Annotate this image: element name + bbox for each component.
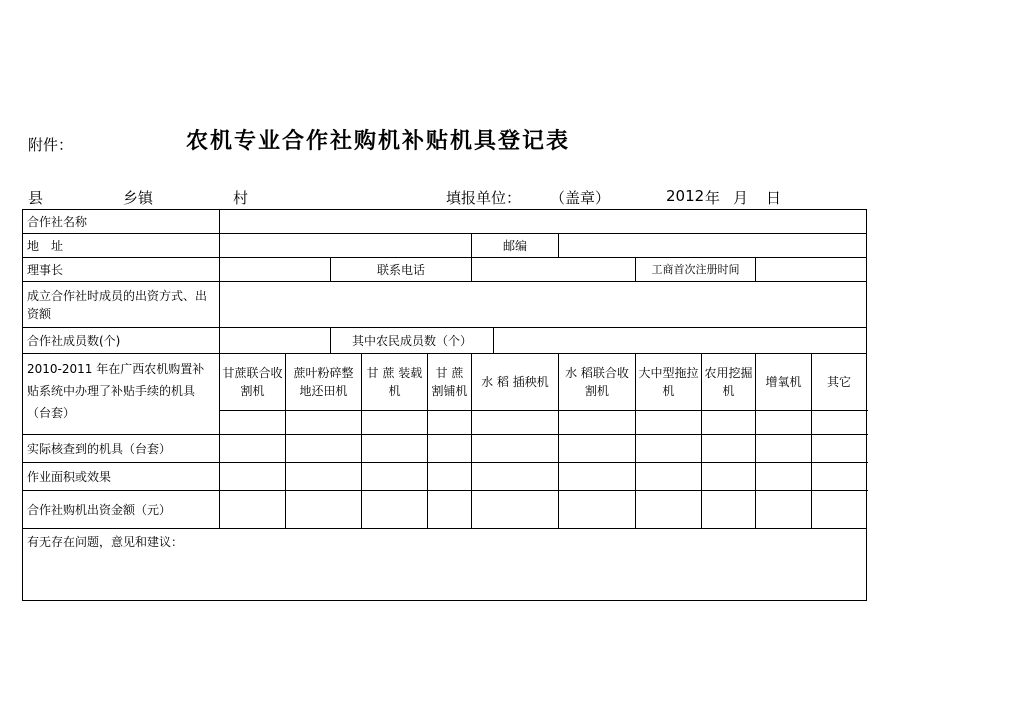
postcode-field[interactable]: [559, 234, 867, 258]
table-cell[interactable]: [362, 435, 428, 463]
month-label: 月: [733, 189, 749, 207]
problems-suggestions-field[interactable]: [23, 529, 867, 601]
table-cell[interactable]: [220, 491, 286, 529]
table-cell[interactable]: [702, 491, 756, 529]
table-cell[interactable]: [220, 411, 286, 435]
work-area-label: 作业面积或效果: [23, 463, 220, 491]
table-cell[interactable]: [428, 491, 472, 529]
row-work-area: [23, 463, 867, 491]
year-label: 年: [705, 189, 721, 207]
table-cell[interactable]: [286, 435, 362, 463]
postcode-label: 邮编: [472, 234, 559, 258]
form-title: 农机专业合作社购机补贴机具登记表: [186, 129, 571, 154]
table-cell[interactable]: [702, 411, 756, 435]
row-coop-name: [23, 210, 867, 234]
first-registration-label: 工商首次注册时间: [636, 258, 756, 282]
member-count-label: 合作社成员数(个): [23, 328, 220, 354]
row-address: [23, 234, 867, 258]
village-label: 村: [233, 189, 249, 207]
table-cell[interactable]: [559, 463, 636, 491]
chairman-label: 理事长: [23, 258, 220, 282]
farmer-member-count-field[interactable]: [494, 328, 867, 354]
table-cell[interactable]: [702, 463, 756, 491]
member-count-field[interactable]: [220, 328, 331, 354]
machine-type-header: 水 稻 插秧机: [472, 354, 559, 411]
verified-machines-label: 实际核查到的机具（台套）: [23, 435, 220, 463]
chairman-field[interactable]: [220, 258, 331, 282]
table-cell[interactable]: [428, 411, 472, 435]
machine-type-header: 农用挖掘机: [702, 354, 756, 411]
table-cell[interactable]: [472, 491, 559, 529]
problems-suggestions-label: 有无存在问题，意见和建议：: [27, 535, 184, 549]
contact-phone-field[interactable]: [472, 258, 636, 282]
capital-contribution-field[interactable]: [220, 282, 867, 328]
machine-type-header: 蔗叶粉碎整地还田机: [286, 354, 362, 411]
table-cell[interactable]: [362, 463, 428, 491]
machine-type-header: 甘 蔗 割铺机: [428, 354, 472, 411]
table-cell[interactable]: [812, 435, 867, 463]
table-cell[interactable]: [472, 435, 559, 463]
coop-name-field[interactable]: [220, 210, 867, 234]
table-cell[interactable]: [756, 463, 812, 491]
table-cell[interactable]: [362, 491, 428, 529]
registration-table: [22, 209, 867, 601]
table-cell[interactable]: [636, 435, 702, 463]
table-cell[interactable]: [636, 491, 702, 529]
table-cell[interactable]: [702, 435, 756, 463]
table-cell[interactable]: [756, 411, 812, 435]
table-cell[interactable]: [428, 463, 472, 491]
row-capital: [23, 282, 867, 328]
table-cell[interactable]: [812, 491, 867, 529]
table-cell[interactable]: [472, 411, 559, 435]
attachment-label: 附件：: [28, 136, 74, 154]
address-label: 地 址: [23, 234, 220, 258]
capital-contribution-label: 成立合作社时成员的出资方式、出资额: [23, 282, 220, 328]
row-verified: [23, 435, 867, 463]
table-cell[interactable]: [286, 463, 362, 491]
contact-phone-label: 联系电话: [331, 258, 472, 282]
row-members: [23, 328, 867, 354]
table-cell[interactable]: [362, 411, 428, 435]
table-cell[interactable]: [756, 435, 812, 463]
year-value: 2012: [666, 187, 705, 205]
machine-type-header: 甘蔗联合收割机: [220, 354, 286, 411]
day-label: 日: [766, 189, 782, 207]
machine-type-header: 增氧机: [756, 354, 812, 411]
subsidy-machines-label: 2010-2011 年在广西农机购置补贴系统中办理了补贴手续的机具（台套）: [23, 354, 220, 435]
row-problems: [23, 529, 867, 601]
table-cell[interactable]: [559, 491, 636, 529]
county-label: 县: [28, 189, 44, 207]
table-cell[interactable]: [428, 435, 472, 463]
reporting-unit-label: 填报单位：: [446, 189, 522, 207]
table-cell[interactable]: [812, 463, 867, 491]
table-cell[interactable]: [220, 435, 286, 463]
table-cell[interactable]: [636, 463, 702, 491]
machine-type-header: 其它: [812, 354, 867, 411]
table-cell[interactable]: [756, 491, 812, 529]
table-cell[interactable]: [472, 463, 559, 491]
row-chairman: [23, 258, 867, 282]
table-cell[interactable]: [286, 491, 362, 529]
purchase-investment-label: 合作社购机出资金额（元）: [23, 491, 220, 529]
township-label: 乡镇: [123, 189, 154, 207]
seal-label: （盖章）: [550, 189, 611, 207]
machine-type-header: 大中型拖拉机: [636, 354, 702, 411]
machine-type-header: 水 稻联合收割机: [559, 354, 636, 411]
row-machine-header: [23, 354, 867, 411]
table-cell[interactable]: [636, 411, 702, 435]
first-registration-field[interactable]: [756, 258, 867, 282]
address-field[interactable]: [220, 234, 472, 258]
table-cell[interactable]: [220, 463, 286, 491]
table-cell[interactable]: [559, 435, 636, 463]
table-cell[interactable]: [286, 411, 362, 435]
table-cell[interactable]: [812, 411, 867, 435]
row-investment: [23, 491, 867, 529]
table-cell[interactable]: [559, 411, 636, 435]
machine-type-header: 甘 蔗 装载机: [362, 354, 428, 411]
farmer-member-count-label: 其中农民成员数（个）: [331, 328, 494, 354]
coop-name-label: 合作社名称: [23, 210, 220, 234]
